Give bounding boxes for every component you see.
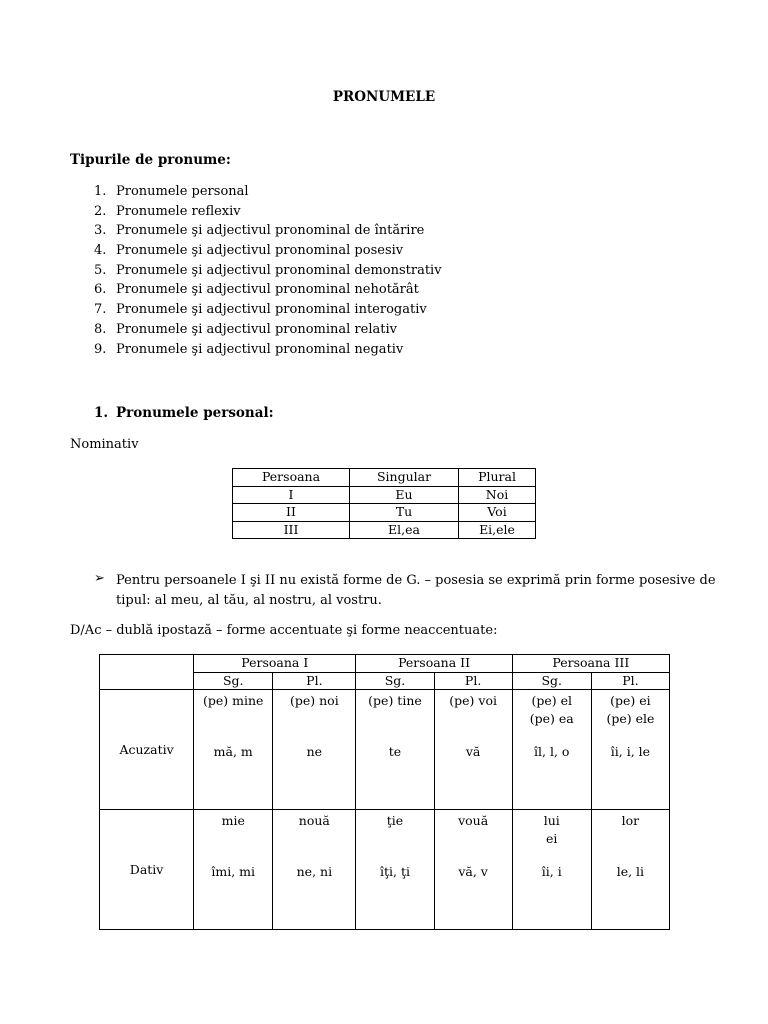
table-row: III El,ea Ei,ele: [233, 521, 536, 539]
row-label-dativ: Dativ: [100, 810, 194, 930]
table-cell: mie îmi, mi: [194, 810, 273, 930]
nominative-table: [232, 468, 536, 539]
table-header: Persoana: [233, 469, 350, 487]
list-item: 9. Pronumele şi adjectivul pronominal negativ: [94, 341, 404, 357]
table-cell: (pe) el (pe) ea îl, l, o: [512, 690, 591, 810]
list-item: 5. Pronumele şi adjectivul pronominal demonstrativ: [94, 262, 442, 278]
list-item: 3. Pronumele şi adjectivul pronominal de întărire: [94, 223, 425, 239]
list-item: 8. Pronumele şi adjectivul pronominal relativ: [94, 321, 397, 337]
table-cell: (pe) noi ne: [273, 690, 356, 810]
list-item: 4. Pronumele şi adjectivul pronominal posesiv: [94, 243, 404, 259]
table-cell: (pe) ei (pe) ele îi, i, le: [591, 690, 669, 810]
types-list: [70, 182, 442, 359]
person-header: Persoana III: [512, 655, 669, 673]
section-title: Pronumele personal:: [116, 405, 274, 421]
bullet-text: Pentru persoanele I şi II nu există forme de G. – posesia se exprimă prin forme posesive de tipul: al meu, al tău, al nostru, al vostru.: [116, 573, 716, 608]
person-header: Persoana II: [356, 655, 512, 673]
list-item: 1. Pronumele personal: [94, 184, 249, 199]
table-cell: lui ei îi, i: [512, 810, 591, 930]
number-header: Sg.: [512, 672, 591, 690]
table-header: Plural: [459, 469, 536, 487]
table-cell: ţie îţi, ţi: [356, 810, 434, 930]
list-item: 7. Pronumele şi adjectivul pronominal interogativ: [94, 302, 427, 318]
number-header: Pl.: [434, 672, 512, 690]
dac-table: [99, 654, 670, 930]
number-header: Pl.: [591, 672, 669, 690]
section-number: 1.: [94, 405, 109, 421]
table-row: I Eu Noi: [233, 486, 536, 504]
section-heading: [94, 405, 274, 421]
list-item: 6. Pronumele şi adjectivul pronominal nehotărât: [94, 282, 419, 298]
table-cell: (pe) voi vă: [434, 690, 512, 810]
table-cell: (pe) mine mă, m: [194, 690, 273, 810]
person-header: Persoana I: [194, 655, 356, 673]
table-row: [100, 810, 670, 930]
number-header: Sg.: [356, 672, 434, 690]
table-row: II Tu Voi: [233, 504, 536, 522]
table-cell: (pe) tine te: [356, 690, 434, 810]
table-cell: vouă vă, v: [434, 810, 512, 930]
table-cell: lor le, li: [591, 810, 669, 930]
number-header: Pl.: [273, 672, 356, 690]
dac-heading: D/Ac – dublă ipostază – forme accentuate şi forme neaccentuate:: [70, 623, 498, 638]
number-header: Sg.: [194, 672, 273, 690]
table-cell: nouă ne, ni: [273, 810, 356, 930]
list-item: 2. Pronumele reflexiv: [94, 203, 241, 219]
table-header: Singular: [350, 469, 459, 487]
page-title: PRONUMELE: [332, 89, 436, 105]
empty-header-cell: [100, 655, 194, 690]
row-label-acuzativ: Acuzativ: [100, 690, 194, 810]
arrow-bullet-icon: ➢: [94, 571, 105, 586]
nominativ-label: Nominativ: [70, 437, 139, 452]
table-row: [100, 690, 670, 810]
types-heading: Tipurile de pronume:: [70, 152, 231, 168]
